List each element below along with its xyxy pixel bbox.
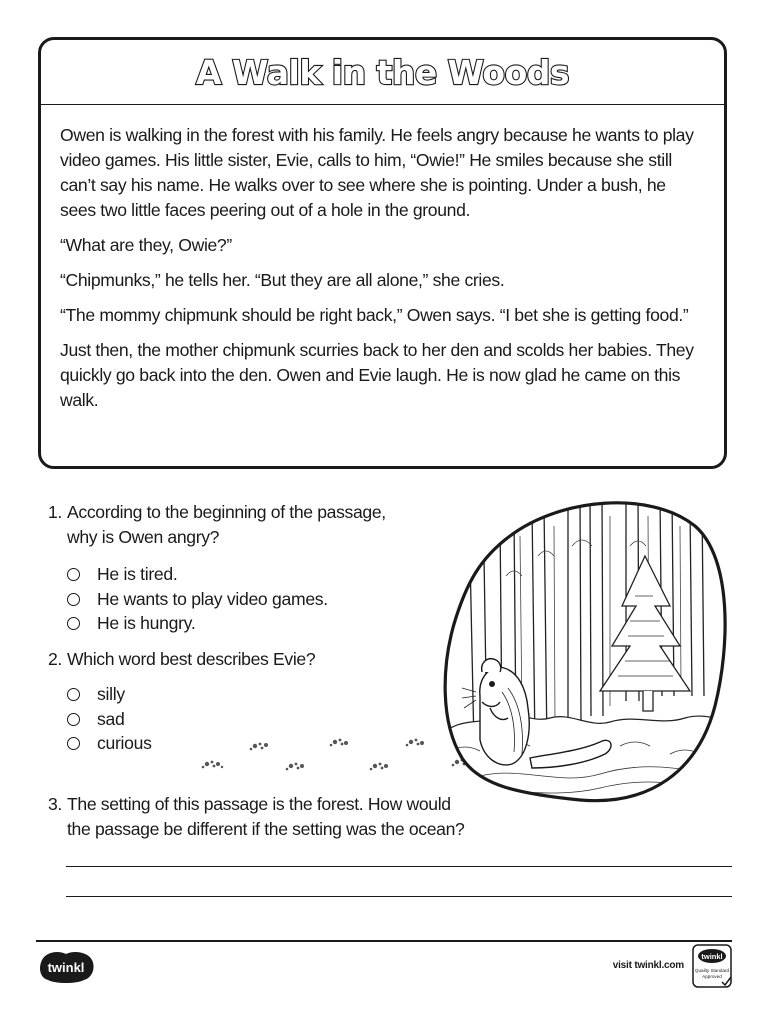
footer-divider — [36, 940, 732, 942]
question-number: 2. — [48, 649, 62, 669]
question-text: The setting of this passage is the forest. How would — [67, 794, 451, 814]
logo-text: twinkl — [47, 960, 85, 975]
answer-line[interactable] — [66, 896, 732, 897]
option-label: sad — [97, 709, 125, 729]
badge-line-1: Quality Standard — [694, 968, 730, 973]
passage-paragraph: “What are they, Owie?” — [60, 235, 232, 255]
question-2 — [48, 647, 448, 672]
radio-bubble[interactable] — [67, 737, 80, 750]
answer-option[interactable] — [67, 611, 195, 636]
visit-link[interactable]: visit twinkl.com — [612, 960, 684, 971]
question-number: 1. — [48, 502, 62, 522]
passage-paragraph: Owen is walking in the forest with his family. He feels angry because he wants to play video games. His little sister, Evie, calls to him, “Owie!” He smiles because she still can’t say his name. He walks over to see where she is pointing. Under a bush, he sees two little faces peering out of a hole in the ground. — [60, 125, 694, 220]
answer-line[interactable] — [66, 866, 732, 867]
option-label: silly — [97, 684, 125, 704]
radio-bubble[interactable] — [67, 713, 80, 726]
passage-text — [41, 105, 724, 413]
answer-option[interactable] — [67, 562, 178, 587]
answer-option[interactable] — [67, 587, 328, 612]
badge-line-2: Approved — [702, 974, 722, 979]
passage-paragraph: Just then, the mother chipmunk scurries back to her den and scolds her babies. They quickly go back into the den. Owen and Evie laugh. He is now glad he came on this walk. — [60, 340, 694, 410]
badge-brand: twinkl — [701, 952, 723, 961]
title-banner — [41, 40, 724, 105]
answer-option[interactable] — [67, 682, 125, 707]
passage-paragraph: “Chipmunks,” he tells her. “But they are all alone,” she cries. — [60, 270, 505, 290]
option-label: curious — [97, 733, 152, 753]
question-text: According to the beginning of the passage, — [67, 502, 386, 522]
answer-option[interactable] — [67, 707, 124, 732]
radio-bubble[interactable] — [67, 688, 80, 701]
option-label: He wants to play video games. — [97, 589, 328, 609]
question-text: the passage be different if the setting was the ocean? — [67, 819, 465, 839]
radio-bubble[interactable] — [67, 593, 80, 606]
passage-paragraph: “The mommy chipmunk should be right back,” Owen says. “I bet she is getting food.” — [60, 305, 689, 325]
radio-bubble[interactable] — [67, 568, 80, 581]
option-label: He is hungry. — [97, 613, 196, 633]
answer-option[interactable] — [67, 731, 152, 756]
passage-box — [38, 37, 727, 469]
option-label: He is tired. — [97, 564, 178, 584]
quality-standard-badge — [692, 944, 734, 990]
question-3 — [48, 792, 508, 842]
twinkl-logo[interactable] — [36, 950, 96, 984]
question-number: 3. — [48, 794, 62, 814]
radio-bubble[interactable] — [67, 617, 80, 630]
worksheet-title: A Walk in the Woods — [195, 52, 570, 92]
question-text: why is Owen angry? — [67, 527, 220, 547]
question-text: Which word best describes Evie? — [67, 649, 316, 669]
forest-chipmunk-illustration — [440, 496, 732, 808]
question-1 — [48, 500, 448, 550]
